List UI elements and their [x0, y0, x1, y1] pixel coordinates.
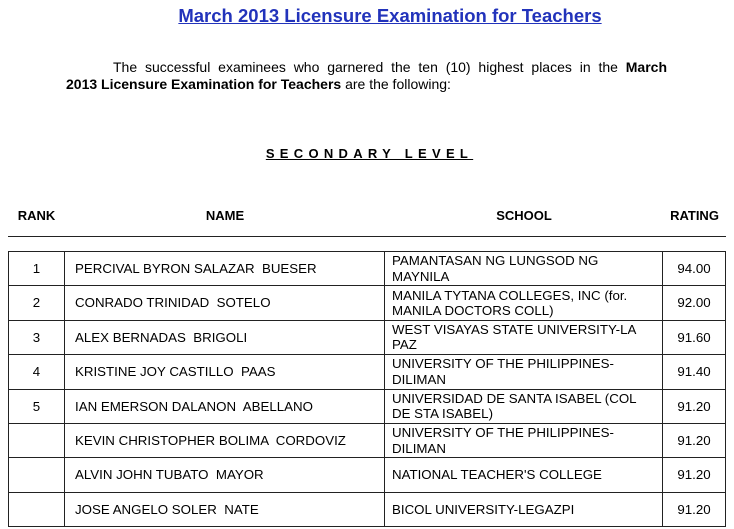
table-row	[9, 286, 726, 320]
rating-cell: 94.00	[663, 252, 726, 285]
intro-text: are the following:	[345, 76, 451, 92]
header-divider	[8, 236, 726, 237]
name-cell: IAN EMERSON DALANON ABELLANO	[65, 390, 385, 423]
intro-paragraph-line-2	[66, 76, 451, 93]
school-cell: BICOL UNIVERSITY-LEGAZPI	[385, 493, 663, 526]
rank-cell	[9, 458, 65, 491]
rank-cell: 1	[9, 252, 65, 285]
rank-cell	[9, 493, 65, 526]
section-heading: SECONDARY LEVEL	[265, 146, 474, 161]
header-rating: RATING	[670, 208, 719, 223]
name-cell: ALEX BERNADAS BRIGOLI	[65, 321, 385, 354]
rank-cell: 2	[9, 286, 65, 319]
school-cell: UNIVERSITY OF THE PHILIPPINES-DILIMAN	[385, 355, 663, 388]
rating-cell: 91.20	[663, 493, 726, 526]
rank-cell	[9, 424, 65, 457]
rating-cell: 92.00	[663, 286, 726, 319]
rating-cell: 91.20	[663, 390, 726, 423]
name-cell: KEVIN CHRISTOPHER BOLIMA CORDOVIZ	[65, 424, 385, 457]
school-cell: NATIONAL TEACHER'S COLLEGE	[385, 458, 663, 491]
name-cell: KRISTINE JOY CASTILLO PAAS	[65, 355, 385, 388]
header-name: NAME	[205, 208, 245, 223]
rank-cell: 5	[9, 390, 65, 423]
rank-cell: 4	[9, 355, 65, 388]
rating-cell: 91.20	[663, 458, 726, 491]
header-rank: RANK	[17, 208, 56, 223]
intro-text: The successful examinees who garnered the ten (10) highest places in the	[113, 59, 618, 75]
rating-cell: 91.40	[663, 355, 726, 388]
intro-bold-text: March	[625, 59, 667, 75]
header-school: SCHOOL	[496, 208, 552, 223]
school-cell: UNIVERSITY OF THE PHILIPPINES-DILIMAN	[385, 424, 663, 457]
name-cell: PERCIVAL BYRON SALAZAR BUESER	[65, 252, 385, 285]
school-cell: MANILA TYTANA COLLEGES, INC (for. MANILA DOCTORS COLL)	[385, 286, 663, 319]
table-row	[9, 458, 726, 492]
table-row	[9, 424, 726, 458]
intro-bold-text: 2013 Licensure Examination for Teachers	[66, 76, 342, 92]
table-row	[9, 493, 726, 527]
table-row	[9, 390, 726, 424]
rating-cell: 91.20	[663, 424, 726, 457]
table-row	[9, 355, 726, 389]
table-row	[9, 252, 726, 286]
table-header	[8, 207, 726, 225]
name-cell: ALVIN JOHN TUBATO MAYOR	[65, 458, 385, 491]
rank-cell: 3	[9, 321, 65, 354]
intro-paragraph-line-1	[113, 59, 667, 76]
results-table	[8, 251, 726, 527]
school-cell: UNIVERSIDAD DE SANTA ISABEL (COL DE STA ISABEL)	[385, 390, 663, 423]
school-cell: PAMANTASAN NG LUNGSOD NG MAYNILA	[385, 252, 663, 285]
rating-cell: 91.60	[663, 321, 726, 354]
school-cell: WEST VISAYAS STATE UNIVERSITY-LA PAZ	[385, 321, 663, 354]
name-cell: JOSE ANGELO SOLER NATE	[65, 493, 385, 526]
page-title: March 2013 Licensure Examination for Teachers	[178, 5, 602, 26]
table-row	[9, 321, 726, 355]
name-cell: CONRADO TRINIDAD SOTELO	[65, 286, 385, 319]
